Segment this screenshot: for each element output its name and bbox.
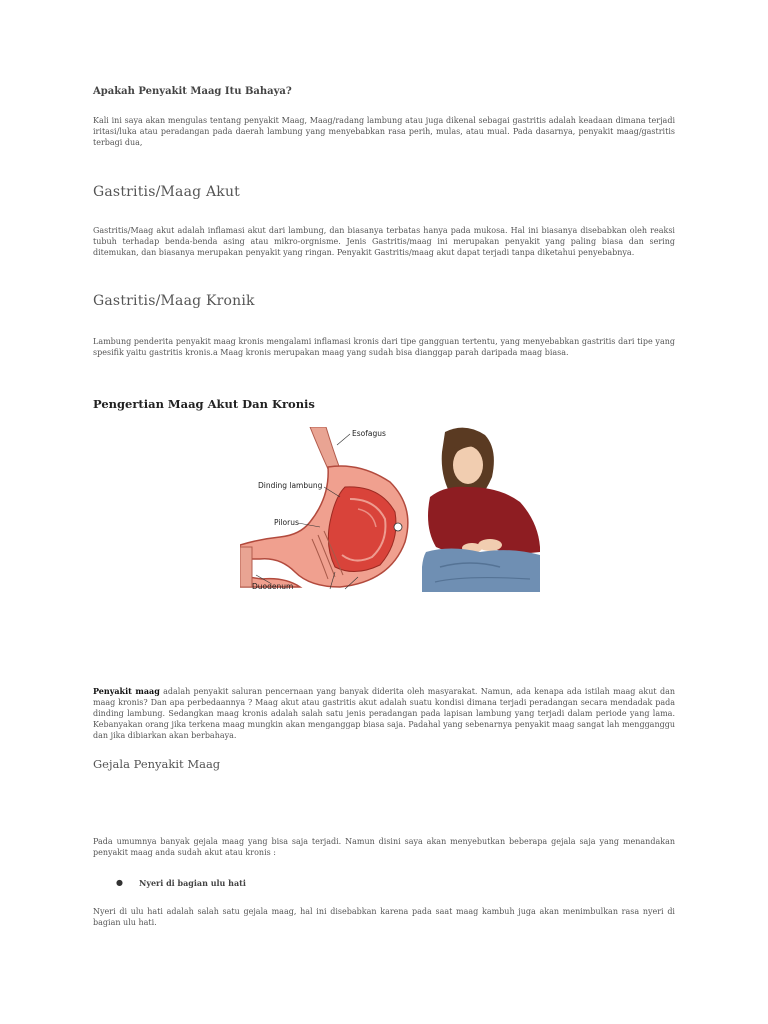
penyakit-maag-rest: adalah penyakit saluran pencernaan yang banyak diderita oleh masyarakat. Namun, ada kenapa ada istilah maag akut dan maag kronis? Dan apa perbedaannya ? Maag akut atau gastritis akut adalah suatu kondisi dimana terjadi peradangan secara mendadak pada dinding lambung. Sedangkan maag kronis adalah salah satu jenis peradangan pada lapisan lambung yang terjadi dalam periode yang lama. Kebanyakan orang jika terkena maag mungkin akan menganggap biasa saja. Padahal yang sebenarnya penyakit maag sangat lah mengganggu dan jika dibiarkan akan berbahaya. (93, 687, 675, 740)
label-dinding-lambung: Dinding lambung (258, 481, 323, 490)
gejala-paragraph: Pada umumnya banyak gejala maag yang bisa saja terjadi. Namun disini saya akan menyebutkan beberapa gejala saja yang menandakan penyakit maag anda sudah akut atau kronis : (93, 837, 675, 857)
kronik-paragraph: Lambung penderita penyakit maag kronis mengalami inflamasi kronis dari tipe gangguan tertentu, yang menyebabkan gastritis dari tipe yang spesifik yaitu gastritis kronis.a Maag kronis merupakan maag yang sudah bisa dianggap parah daripada maag biasa. (93, 337, 675, 357)
penyakit-maag-lead: Penyakit maag (93, 686, 160, 696)
doc-title: Apakah Penyakit Maag Itu Bahaya? (93, 86, 292, 97)
label-duodenum: Duodenum (252, 582, 294, 591)
label-esofagus: Esofagus (352, 429, 386, 438)
person-face (453, 446, 483, 484)
bullet-nyeri-ulu-hati: Nyeri di bagian ulu hati (139, 878, 246, 888)
penyakit-maag-paragraph (93, 686, 675, 741)
section-heading-kronik: Gastritis/Maag Kronik (93, 293, 255, 309)
nyeri-paragraph: Nyeri di ulu hati adalah salah satu gejala maag, hal ini disebabkan karena pada saat maag kambuh juga akan menimbulkan rasa nyeri di bagian ulu hati. (93, 907, 675, 927)
stomach-illustration (240, 427, 540, 592)
intro-paragraph: Kali ini saya akan mengulas tentang penyakit Maag, Maag/radang lambung atau juga dikenal sebagai gastritis adalah keadaan dimana terjadi iritasi/luka atau peradangan pada daerah lambung yang menyebabkan rasa perih, mulas, atau mual. Pada dasarnya, penyakit maag/gastritis terbagi dua, (93, 116, 675, 147)
section-heading-gejala: Gejala Penyakit Maag (93, 757, 221, 771)
akut-paragraph: Gastritis/Maag akut adalah inflamasi akut dari lambung, dan biasanya terbatas hanya pada mukosa. Hal ini biasanya disebabkan oleh reaksi tubuh terhadap benda-benda asing atau mikro-orgnisme. Jenis Gastritis/maag ini merupakan penyakit yang paling biasa dan sering ditemukan, dan biasanya merupakan penyakit yang ringan. Penyakit Gastritis/maag akut dapat terjadi tanpa diketahui penyebabnya. (93, 226, 675, 257)
section-heading-pengertian: Pengertian Maag Akut Dan Kronis (93, 397, 315, 411)
duodenum-shape (240, 547, 252, 587)
person-jeans (422, 549, 540, 593)
section-heading-akut: Gastritis/Maag Akut (93, 184, 240, 200)
bullet-dot: ● (116, 878, 123, 887)
label-pilorus: Pilorus (274, 518, 299, 527)
